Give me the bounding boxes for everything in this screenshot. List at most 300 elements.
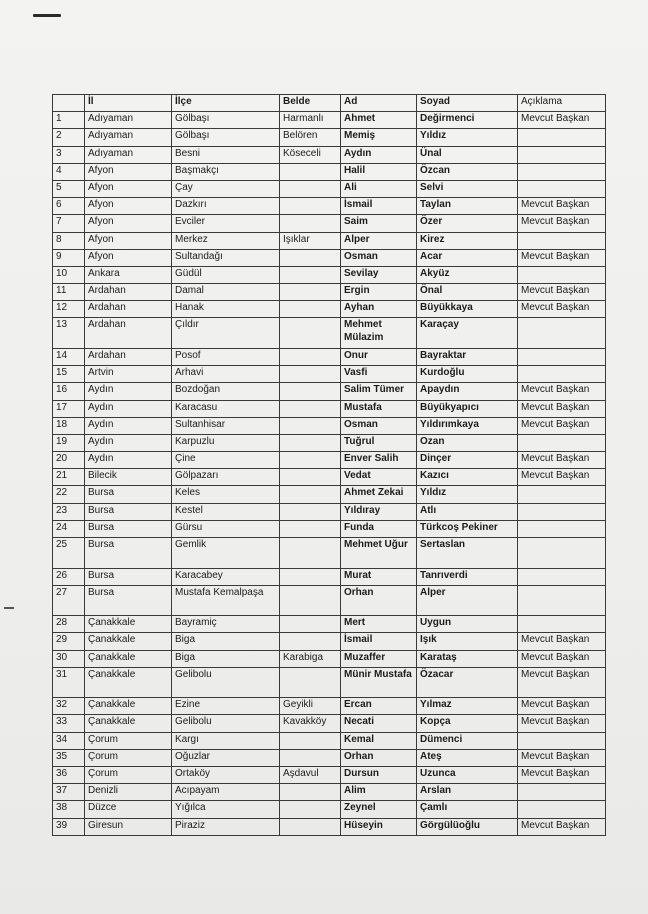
cell-soyad: Kirez — [417, 232, 518, 249]
cell-soyad: Büyükkaya — [417, 301, 518, 318]
cell-aciklama — [518, 266, 606, 283]
cell-belde — [280, 366, 341, 383]
cell-aciklama — [518, 318, 606, 349]
cell-belde — [280, 452, 341, 469]
cell-il: Çorum — [85, 767, 172, 784]
cell-ad: Murat — [341, 568, 417, 585]
cell-aciklama — [518, 585, 606, 616]
cell-aciklama: Mevcut Başkan — [518, 249, 606, 266]
table-row — [53, 801, 606, 818]
cell-aciklama: Mevcut Başkan — [518, 715, 606, 732]
cell-soyad: Karataş — [417, 650, 518, 667]
cell-aciklama: Mevcut Başkan — [518, 301, 606, 318]
cell-num: 8 — [53, 232, 85, 249]
cell-aciklama — [518, 434, 606, 451]
table-row — [53, 301, 606, 318]
cell-belde: Işıklar — [280, 232, 341, 249]
cell-ilce: Bozdoğan — [172, 383, 280, 400]
cell-belde — [280, 503, 341, 520]
cell-belde — [280, 318, 341, 349]
cell-belde — [280, 469, 341, 486]
table-row — [53, 698, 606, 715]
cell-il: Aydın — [85, 434, 172, 451]
cell-soyad: Görgülüoğlu — [417, 818, 518, 835]
cell-belde — [280, 568, 341, 585]
cell-soyad: Değirmenci — [417, 112, 518, 129]
cell-il: Aydın — [85, 400, 172, 417]
cell-num: 2 — [53, 129, 85, 146]
cell-num: 15 — [53, 366, 85, 383]
cell-belde — [280, 198, 341, 215]
cell-belde — [280, 400, 341, 417]
cell-num: 5 — [53, 180, 85, 197]
cell-il: Çanakkale — [85, 698, 172, 715]
cell-il: Çanakkale — [85, 650, 172, 667]
cell-il: Çanakkale — [85, 667, 172, 698]
cell-ad: Ayhan — [341, 301, 417, 318]
cell-belde — [280, 667, 341, 698]
cell-il: Bilecik — [85, 469, 172, 486]
cell-soyad: Uzunca — [417, 767, 518, 784]
cell-aciklama: Mevcut Başkan — [518, 767, 606, 784]
cell-il: Artvin — [85, 366, 172, 383]
cell-il: Bursa — [85, 538, 172, 569]
cell-aciklama: Mevcut Başkan — [518, 112, 606, 129]
cell-soyad: Çamlı — [417, 801, 518, 818]
cell-il: Bursa — [85, 520, 172, 537]
cell-belde — [280, 818, 341, 835]
cell-soyad: Dümenci — [417, 732, 518, 749]
cell-soyad: Ünal — [417, 146, 518, 163]
cell-il: Afyon — [85, 180, 172, 197]
cell-soyad: Önal — [417, 284, 518, 301]
cell-il: Düzce — [85, 801, 172, 818]
table-row — [53, 667, 606, 698]
header-ilce: İlçe — [172, 95, 280, 112]
cell-belde — [280, 180, 341, 197]
cell-soyad: Arslan — [417, 784, 518, 801]
cell-ad: Mehmet Uğur — [341, 538, 417, 569]
table-row — [53, 129, 606, 146]
cell-il: Bursa — [85, 503, 172, 520]
cell-ad: Vedat — [341, 469, 417, 486]
cell-num: 21 — [53, 469, 85, 486]
cell-belde — [280, 585, 341, 616]
cell-aciklama — [518, 146, 606, 163]
cell-il: Bursa — [85, 585, 172, 616]
cell-il: Afyon — [85, 232, 172, 249]
cell-il: Çanakkale — [85, 616, 172, 633]
table-row — [53, 284, 606, 301]
table-row — [53, 232, 606, 249]
cell-ad: Muzaffer — [341, 650, 417, 667]
cell-il: Ankara — [85, 266, 172, 283]
cell-ad: Onur — [341, 348, 417, 365]
cell-il: Aydın — [85, 417, 172, 434]
cell-aciklama — [518, 568, 606, 585]
cell-num: 23 — [53, 503, 85, 520]
cell-num: 26 — [53, 568, 85, 585]
cell-belde — [280, 215, 341, 232]
cell-ilce: Gölbaşı — [172, 129, 280, 146]
cell-soyad: Karaçay — [417, 318, 518, 349]
cell-aciklama: Mevcut Başkan — [518, 818, 606, 835]
cell-ilce: Karacabey — [172, 568, 280, 585]
cell-aciklama: Mevcut Başkan — [518, 383, 606, 400]
cell-num: 17 — [53, 400, 85, 417]
cell-aciklama: Mevcut Başkan — [518, 667, 606, 698]
cell-ad: İsmail — [341, 633, 417, 650]
cell-belde — [280, 348, 341, 365]
table-row — [53, 715, 606, 732]
cell-num: 16 — [53, 383, 85, 400]
cell-ad: Enver Salih — [341, 452, 417, 469]
cell-belde — [280, 633, 341, 650]
cell-num: 33 — [53, 715, 85, 732]
cell-num: 29 — [53, 633, 85, 650]
table-row — [53, 112, 606, 129]
cell-aciklama: Mevcut Başkan — [518, 284, 606, 301]
cell-ilce: Çıldır — [172, 318, 280, 349]
cell-ad: Orhan — [341, 749, 417, 766]
cell-belde — [280, 249, 341, 266]
cell-num: 11 — [53, 284, 85, 301]
cell-ilce: Damal — [172, 284, 280, 301]
cell-il: Afyon — [85, 215, 172, 232]
table-row — [53, 650, 606, 667]
cell-aciklama — [518, 348, 606, 365]
hole-punch-mark — [4, 607, 14, 609]
cell-num: 31 — [53, 667, 85, 698]
cell-soyad: Kazıcı — [417, 469, 518, 486]
cell-ad: Aydın — [341, 146, 417, 163]
cell-aciklama — [518, 784, 606, 801]
cell-ilce: Güdül — [172, 266, 280, 283]
cell-ilce: Hanak — [172, 301, 280, 318]
cell-num: 39 — [53, 818, 85, 835]
table-row — [53, 784, 606, 801]
cell-soyad: Yıldız — [417, 129, 518, 146]
cell-ad: Vasfi — [341, 366, 417, 383]
cell-ad: Osman — [341, 417, 417, 434]
cell-soyad: Türkcoş Pekiner — [417, 520, 518, 537]
table-row — [53, 400, 606, 417]
cell-soyad: Yılmaz — [417, 698, 518, 715]
cell-num: 10 — [53, 266, 85, 283]
cell-ilce: Merkez — [172, 232, 280, 249]
cell-ad: Zeynel — [341, 801, 417, 818]
cell-ad: Mehmet Mülazim — [341, 318, 417, 349]
table-row — [53, 585, 606, 616]
cell-il: Ardahan — [85, 348, 172, 365]
cell-num: 20 — [53, 452, 85, 469]
cell-ad: Saim — [341, 215, 417, 232]
cell-ad: Ali — [341, 180, 417, 197]
cell-num: 36 — [53, 767, 85, 784]
cell-soyad: Ozan — [417, 434, 518, 451]
cell-aciklama — [518, 503, 606, 520]
table-row — [53, 520, 606, 537]
cell-ilce: Piraziz — [172, 818, 280, 835]
table-header-row — [53, 95, 606, 112]
cell-belde: Karabiga — [280, 650, 341, 667]
cell-aciklama — [518, 129, 606, 146]
cell-aciklama — [518, 163, 606, 180]
cell-ilce: Karpuzlu — [172, 434, 280, 451]
cell-aciklama — [518, 232, 606, 249]
cell-aciklama: Mevcut Başkan — [518, 698, 606, 715]
cell-ilce: Çine — [172, 452, 280, 469]
cell-ilce: Gelibolu — [172, 715, 280, 732]
cell-ilce: Posof — [172, 348, 280, 365]
cell-aciklama: Mevcut Başkan — [518, 417, 606, 434]
cell-il: Afyon — [85, 249, 172, 266]
cell-ilce: Gölpazarı — [172, 469, 280, 486]
cell-soyad: Akyüz — [417, 266, 518, 283]
cell-ilce: Dazkırı — [172, 198, 280, 215]
cell-belde: Kavakköy — [280, 715, 341, 732]
cell-ad: Alper — [341, 232, 417, 249]
cell-aciklama — [518, 180, 606, 197]
cell-ilce: Yığılca — [172, 801, 280, 818]
cell-ilce: Biga — [172, 633, 280, 650]
cell-belde: Aşdavul — [280, 767, 341, 784]
table-row — [53, 749, 606, 766]
cell-belde: Harmanlı — [280, 112, 341, 129]
cell-num: 34 — [53, 732, 85, 749]
cell-ilce: Çay — [172, 180, 280, 197]
cell-num: 14 — [53, 348, 85, 365]
cell-ad: Ahmet Zekai — [341, 486, 417, 503]
cell-ad: Halil — [341, 163, 417, 180]
cell-il: Adıyaman — [85, 112, 172, 129]
cell-ad: Mustafa — [341, 400, 417, 417]
cell-num: 12 — [53, 301, 85, 318]
cell-num: 13 — [53, 318, 85, 349]
cell-aciklama: Mevcut Başkan — [518, 633, 606, 650]
cell-ilce: Başmakçı — [172, 163, 280, 180]
table-row — [53, 348, 606, 365]
table-row — [53, 318, 606, 349]
cell-ilce: Acıpayam — [172, 784, 280, 801]
cell-aciklama — [518, 616, 606, 633]
cell-ad: Memiş — [341, 129, 417, 146]
cell-num: 30 — [53, 650, 85, 667]
table-row — [53, 249, 606, 266]
cell-belde — [280, 486, 341, 503]
table-row — [53, 767, 606, 784]
cell-belde — [280, 434, 341, 451]
cell-ilce: Arhavi — [172, 366, 280, 383]
table-row — [53, 486, 606, 503]
cell-soyad: Yıldırımkaya — [417, 417, 518, 434]
table-row — [53, 818, 606, 835]
table-row — [53, 469, 606, 486]
table-row — [53, 434, 606, 451]
candidate-table — [52, 94, 606, 836]
cell-ilce: Sultandağı — [172, 249, 280, 266]
cell-ilce: Oğuzlar — [172, 749, 280, 766]
pen-mark — [33, 14, 61, 17]
cell-belde — [280, 801, 341, 818]
table-row — [53, 633, 606, 650]
cell-belde — [280, 383, 341, 400]
cell-aciklama: Mevcut Başkan — [518, 469, 606, 486]
cell-num: 37 — [53, 784, 85, 801]
cell-num: 35 — [53, 749, 85, 766]
cell-il: Ardahan — [85, 301, 172, 318]
cell-soyad: Selvi — [417, 180, 518, 197]
cell-belde — [280, 520, 341, 537]
cell-ad: Ercan — [341, 698, 417, 715]
cell-ilce: Sultanhisar — [172, 417, 280, 434]
cell-soyad: Alper — [417, 585, 518, 616]
cell-il: Giresun — [85, 818, 172, 835]
cell-aciklama: Mevcut Başkan — [518, 650, 606, 667]
cell-soyad: Kurdoğlu — [417, 366, 518, 383]
cell-aciklama — [518, 486, 606, 503]
cell-belde — [280, 784, 341, 801]
cell-ad: Münir Mustafa — [341, 667, 417, 698]
table-row — [53, 417, 606, 434]
cell-ad: Salim Tümer — [341, 383, 417, 400]
cell-aciklama — [518, 520, 606, 537]
cell-il: Bursa — [85, 568, 172, 585]
cell-soyad: Özcan — [417, 163, 518, 180]
cell-il: Adıyaman — [85, 146, 172, 163]
cell-soyad: Özacar — [417, 667, 518, 698]
table-row — [53, 146, 606, 163]
cell-num: 18 — [53, 417, 85, 434]
cell-ad: Ahmet — [341, 112, 417, 129]
cell-soyad: Uygun — [417, 616, 518, 633]
cell-aciklama: Mevcut Başkan — [518, 215, 606, 232]
cell-soyad: Ateş — [417, 749, 518, 766]
table-row — [53, 452, 606, 469]
cell-aciklama: Mevcut Başkan — [518, 452, 606, 469]
cell-belde — [280, 538, 341, 569]
cell-belde — [280, 616, 341, 633]
cell-num: 9 — [53, 249, 85, 266]
table-row — [53, 568, 606, 585]
cell-il: Çorum — [85, 749, 172, 766]
cell-soyad: Tanrıverdi — [417, 568, 518, 585]
cell-num: 19 — [53, 434, 85, 451]
header-soyad: Soyad — [417, 95, 518, 112]
cell-ilce: Biga — [172, 650, 280, 667]
cell-num: 4 — [53, 163, 85, 180]
cell-ad: Osman — [341, 249, 417, 266]
cell-belde — [280, 732, 341, 749]
cell-num: 7 — [53, 215, 85, 232]
cell-num: 1 — [53, 112, 85, 129]
cell-il: Afyon — [85, 198, 172, 215]
cell-num: 3 — [53, 146, 85, 163]
cell-num: 22 — [53, 486, 85, 503]
cell-num: 27 — [53, 585, 85, 616]
cell-num: 24 — [53, 520, 85, 537]
cell-belde — [280, 284, 341, 301]
cell-num: 25 — [53, 538, 85, 569]
cell-il: Afyon — [85, 163, 172, 180]
cell-ilce: Gölbaşı — [172, 112, 280, 129]
cell-belde — [280, 749, 341, 766]
cell-belde: Geyikli — [280, 698, 341, 715]
cell-aciklama: Mevcut Başkan — [518, 400, 606, 417]
cell-aciklama — [518, 538, 606, 569]
cell-ilce: Karacasu — [172, 400, 280, 417]
cell-soyad: Büyükyapıcı — [417, 400, 518, 417]
cell-soyad: Yıldız — [417, 486, 518, 503]
cell-belde — [280, 301, 341, 318]
cell-soyad: Bayraktar — [417, 348, 518, 365]
table-row — [53, 163, 606, 180]
header-il: İl — [85, 95, 172, 112]
cell-belde: Köseceli — [280, 146, 341, 163]
cell-ad: Sevilay — [341, 266, 417, 283]
cell-ilce: Gemlik — [172, 538, 280, 569]
cell-ad: Yıldıray — [341, 503, 417, 520]
cell-belde — [280, 266, 341, 283]
cell-il: Aydın — [85, 383, 172, 400]
cell-ad: Dursun — [341, 767, 417, 784]
cell-belde: Belören — [280, 129, 341, 146]
table-row — [53, 366, 606, 383]
cell-ilce: Keles — [172, 486, 280, 503]
cell-num: 38 — [53, 801, 85, 818]
table-row — [53, 180, 606, 197]
table-row — [53, 383, 606, 400]
cell-belde — [280, 163, 341, 180]
cell-soyad: Taylan — [417, 198, 518, 215]
cell-ilce: Ezine — [172, 698, 280, 715]
header-aciklama: Açıklama — [518, 95, 606, 112]
cell-ilce: Mustafa Kemalpaşa — [172, 585, 280, 616]
cell-ad: Necati — [341, 715, 417, 732]
cell-il: Adıyaman — [85, 129, 172, 146]
cell-il: Aydın — [85, 452, 172, 469]
header-num — [53, 95, 85, 112]
cell-ad: Funda — [341, 520, 417, 537]
cell-ad: Hüseyin — [341, 818, 417, 835]
cell-soyad: Özer — [417, 215, 518, 232]
cell-num: 6 — [53, 198, 85, 215]
table-row — [53, 616, 606, 633]
table-row — [53, 215, 606, 232]
cell-il: Çorum — [85, 732, 172, 749]
table-row — [53, 732, 606, 749]
cell-aciklama — [518, 801, 606, 818]
cell-ilce: Ortaköy — [172, 767, 280, 784]
cell-ad: Alim — [341, 784, 417, 801]
cell-aciklama — [518, 732, 606, 749]
table-row — [53, 266, 606, 283]
cell-il: Denizli — [85, 784, 172, 801]
cell-ilce: Bayramiç — [172, 616, 280, 633]
cell-soyad: Acar — [417, 249, 518, 266]
cell-il: Ardahan — [85, 284, 172, 301]
cell-ilce: Evciler — [172, 215, 280, 232]
cell-ad: Kemal — [341, 732, 417, 749]
cell-num: 32 — [53, 698, 85, 715]
cell-soyad: Kopça — [417, 715, 518, 732]
cell-soyad: Apaydın — [417, 383, 518, 400]
cell-il: Çanakkale — [85, 715, 172, 732]
cell-ilce: Besni — [172, 146, 280, 163]
cell-aciklama — [518, 366, 606, 383]
cell-ad: Mert — [341, 616, 417, 633]
header-belde: Belde — [280, 95, 341, 112]
